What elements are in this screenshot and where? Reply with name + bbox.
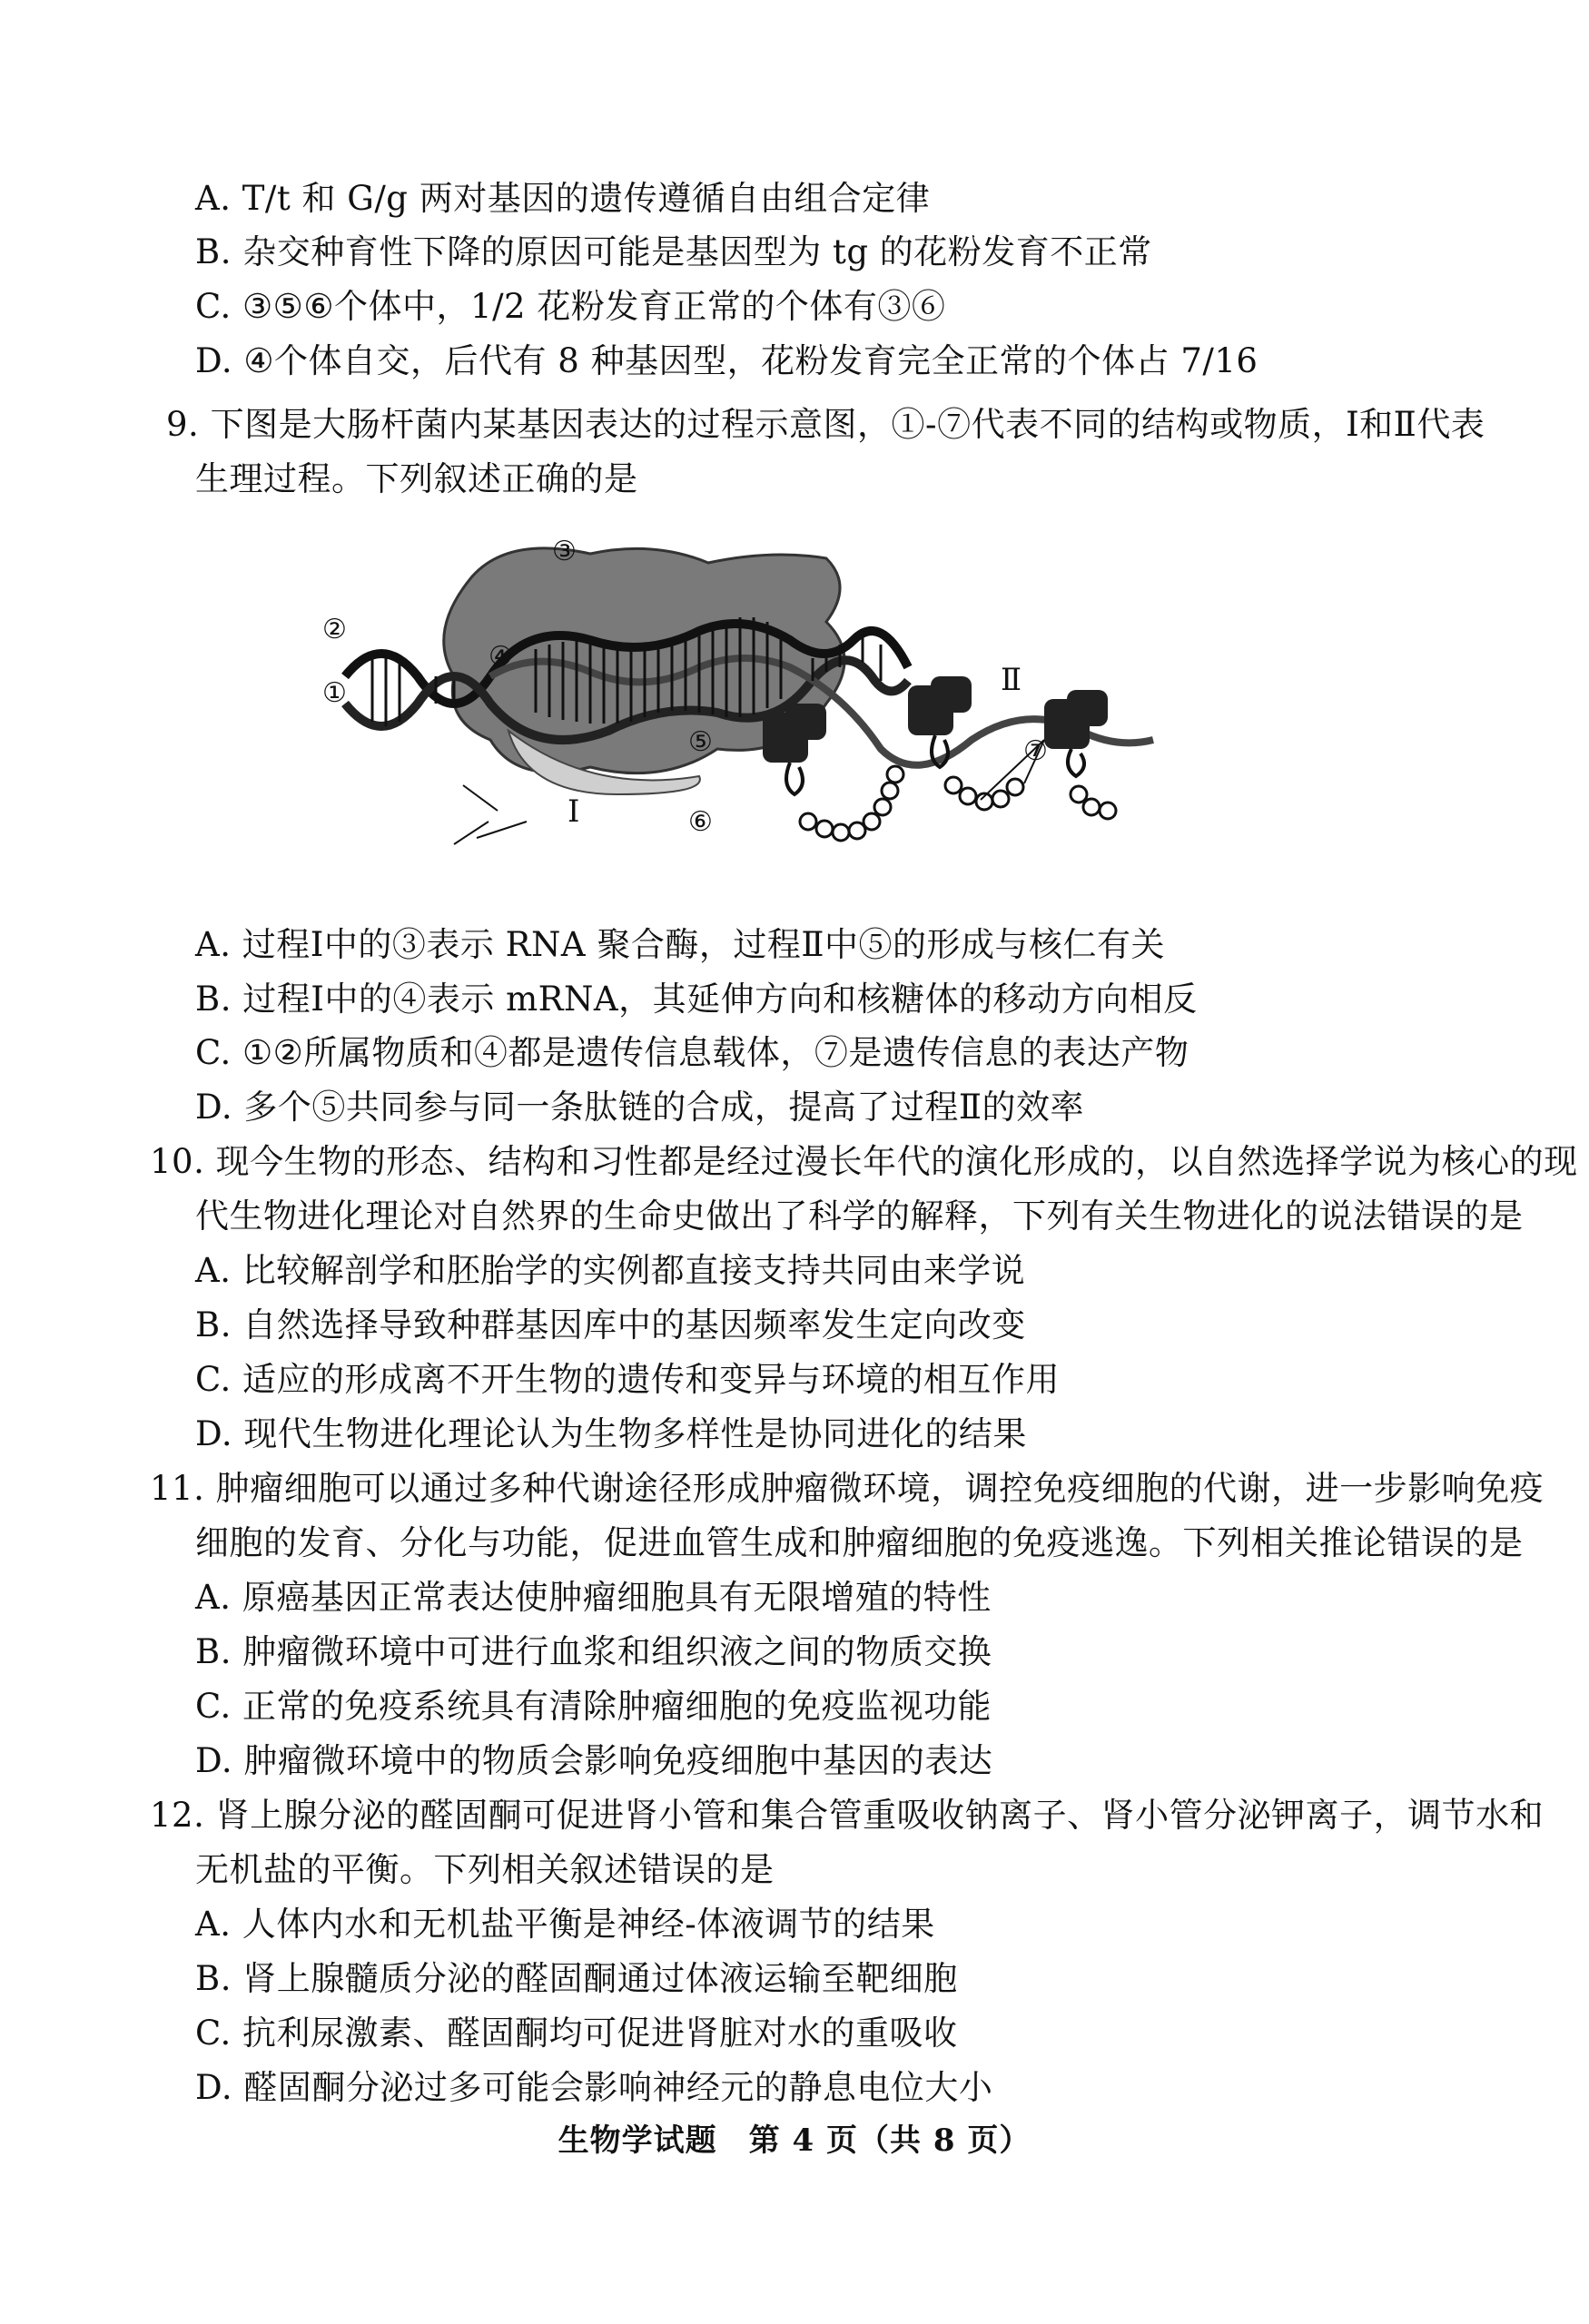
- q11-option-b: B. 肿瘤微环境中可进行血浆和组织液之间的物质交换: [195, 1632, 992, 1671]
- q9-option-a: A. 过程Ⅰ中的③表示 RNA 聚合酶，过程Ⅱ中⑤的形成与核仁有关: [195, 925, 1165, 964]
- q12-option-c: C. 抗利尿激素、醛固酮均可促进肾脏对水的重吸收: [195, 2014, 958, 2053]
- polypeptide-chain-2: [945, 777, 1023, 810]
- q12-option-a: A. 人体内水和无机盐平衡是神经-体液调节的结果: [195, 1905, 935, 1944]
- q12-option-b: B. 肾上腺髓质分泌的醛固酮通过体液运输至靶细胞: [195, 1959, 958, 1998]
- q8-option-d: D. ④个体自交，后代有 8 种基因型，花粉发育完全正常的个体占 7/16: [195, 341, 1258, 380]
- q9-option-b: B. 过程Ⅰ中的④表示 mRNA，其延伸方向和核糖体的移动方向相反: [195, 980, 1198, 1019]
- q12-option-d: D. 醛固酮分泌过多可能会影响神经元的静息电位大小: [195, 2068, 993, 2107]
- q10-option-c: C. 适应的形成离不开生物的遗传和变异与环境的相互作用: [195, 1360, 1061, 1399]
- polypeptide-chain-1: [800, 766, 903, 841]
- q9-stem-line2: 生理过程。下列叙述正确的是: [195, 459, 638, 498]
- polypeptide-chain-3: [1071, 786, 1116, 819]
- q8-option-c: C. ③⑤⑥个体中，1/2 花粉发育正常的个体有③⑥: [195, 287, 946, 326]
- gene-expression-diagram: [318, 522, 1171, 867]
- q10-stem-line1: 10. 现今生物的形态、结构和习性都是经过漫长年代的演化形成的，以自然选择学说为核心的现: [150, 1142, 1578, 1181]
- q8-option-b: B. 杂交种育性下降的原因可能是基因型为 tg 的花粉发育不正常: [195, 232, 1152, 271]
- ribosome-2: [908, 676, 972, 735]
- label-7: ⑦: [1023, 735, 1048, 767]
- page-footer: 生物学试题 第 4 页（共 8 页）: [558, 2122, 1031, 2159]
- label-1: ①: [322, 677, 347, 709]
- q10-option-d: D. 现代生物进化理论认为生物多样性是协同进化的结果: [195, 1414, 1027, 1453]
- q10-stem-line2: 代生物进化理论对自然界的生命史做出了科学的解释，下列有关生物进化的说法错误的是: [195, 1196, 1524, 1236]
- label-2: ②: [322, 614, 347, 645]
- q12-stem-line2: 无机盐的平衡。下列相关叙述错误的是: [195, 1850, 775, 1889]
- label-5: ⑤: [688, 726, 713, 758]
- label-3: ③: [552, 536, 577, 567]
- q9-option-d: D. 多个⑤共同参与同一条肽链的合成，提高了过程Ⅱ的效率: [195, 1088, 1085, 1127]
- q10-option-b: B. 自然选择导致种群基因库中的基因频率发生定向改变: [195, 1305, 1026, 1344]
- q12-stem-line1: 12. 肾上腺分泌的醛固酮可促进肾小管和集合管重吸收钠离子、肾小管分泌钾离子，调节水和: [150, 1796, 1545, 1835]
- q11-option-a: A. 原癌基因正常表达使肿瘤细胞具有无限增殖的特性: [195, 1578, 992, 1617]
- process-1-label: Ⅰ: [568, 793, 580, 830]
- q11-stem-line1: 11. 肿瘤细胞可以通过多种代谢途径形成肿瘤微环境，调控免疫细胞的代谢，进一步影响免疫: [150, 1469, 1545, 1508]
- q8-option-a: A. T/t 和 G/g 两对基因的遗传遵循自由组合定律: [195, 179, 931, 218]
- q9-stem-line1: 9. 下图是大肠杆菌内某基因表达的过程示意图，①-⑦代表不同的结构或物质，Ⅰ和Ⅱ代表: [166, 405, 1485, 444]
- q11-option-d: D. 肿瘤微环境中的物质会影响免疫细胞中基因的表达: [195, 1741, 993, 1780]
- label-6: ⑥: [688, 806, 713, 838]
- q10-option-a: A. 比较解剖学和胚胎学的实例都直接支持共同由来学说: [195, 1251, 1026, 1290]
- process-2-label: Ⅱ: [1001, 662, 1022, 698]
- q11-option-c: C. 正常的免疫系统具有清除肿瘤细胞的免疫监视功能: [195, 1687, 992, 1726]
- q11-stem-line2: 细胞的发育、分化与功能，促进血管生成和肿瘤细胞的免疫逃逸。下列相关推论错误的是: [195, 1523, 1524, 1562]
- q9-option-c: C. ①②所属物质和④都是遗传信息载体，⑦是遗传信息的表达产物: [195, 1033, 1189, 1072]
- label-4: ④: [489, 641, 513, 673]
